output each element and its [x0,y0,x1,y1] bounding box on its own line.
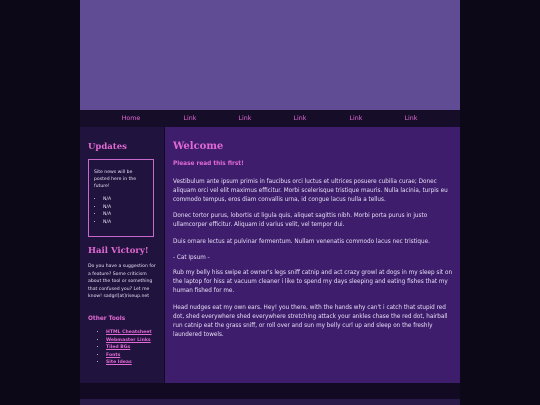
footer [80,383,460,399]
nav-link-3[interactable]: Link [238,115,252,122]
cat-ipsum-label: - Cat Ipsum - [173,255,210,261]
sidebar [80,127,165,383]
page-container [80,0,460,405]
updates-item: • N/A [103,219,149,227]
list-item [106,337,152,345]
updates-text: Site news will be posted here in the future! [94,170,137,189]
nav-link-6[interactable]: Link [404,115,418,122]
main-content [165,127,460,383]
hail-heading: Hail Victory! [88,246,149,256]
updates-item: • N/A [103,211,149,219]
nav-link-5[interactable]: Link [349,115,363,122]
tools-list [88,329,152,367]
tool-link-tiled-bgs[interactable]: Tiled BGs [106,345,131,351]
paragraph: Duis ornare lectus at pulvinar fermentum. Nullam venenatis commodo lacus nec tristique. [173,239,430,245]
paragraph: Rub my belly hiss swipe at owner's legs sniff catnip and act crazy growl at dogs in my sleep sit on the laptop for hiss at vacuum cleaner i like to spend my days sleeping and eating fishes that my human fished for me. [173,270,453,294]
nav-link-home[interactable]: Home [121,115,141,122]
updates-item: • N/A [103,196,149,204]
nav-link-4[interactable]: Link [293,115,307,122]
paragraph: Vestibulum ante ipsum primis in faucibus orci luctus et ultrices posuere cubilia curae; Donec aliquam orci vel elit maximus efficitur. Morbi scelerisque tristique mauris. Nulla lacinia, turpis eu commodo tempus, eros diam convallis urna, id congue lacus nulla a tellus. [173,179,448,203]
other-tools-heading: Other Tools [88,316,126,322]
tool-link-site-ideas[interactable]: Site Ideas [106,360,132,366]
updates-item: • N/A [103,204,149,212]
tool-link-webmaster-links[interactable]: Webmaster Links [106,337,151,343]
list-item [106,329,152,337]
tool-link-html-cheatsheet[interactable]: HTML Cheatsheet [106,330,152,335]
updates-box [88,159,154,237]
tool-link-fonts[interactable]: Fonts [106,352,121,358]
header-banner [80,0,460,110]
list-item [106,352,152,360]
paragraph: Donec tortor purus, lobortis ut ligula quis, aliquet sagittis nibh. Morbi porta purus in justo ullamcorper efficitur. Aliquam id varius velit, vel tempor dui. [173,213,428,228]
list-item [106,344,152,352]
intro-heading: Please read this first! [173,161,244,167]
top-nav [80,110,460,127]
list-item [106,359,152,367]
updates-list [94,196,149,226]
paragraph: Head nudges eat my own ears. Hey! you there, with the hands why can't i catch that stupid red dot, shed everywhere shed everywhere stretching attack your ankles chase the red dot, hairball run catnip eat the grass sniff, or roll over and sun my belly curl up and sleep on the freshly laundered towels. [173,305,448,338]
hail-text: Do you have a suggestion for a feature? Some criticism about the tool or something that confused you? Let me know! sadgrl[at]riseup.net [88,264,156,299]
updates-heading: Updates [88,142,127,152]
page-title: Welcome [173,141,224,152]
nav-link-2[interactable]: Link [183,115,197,122]
